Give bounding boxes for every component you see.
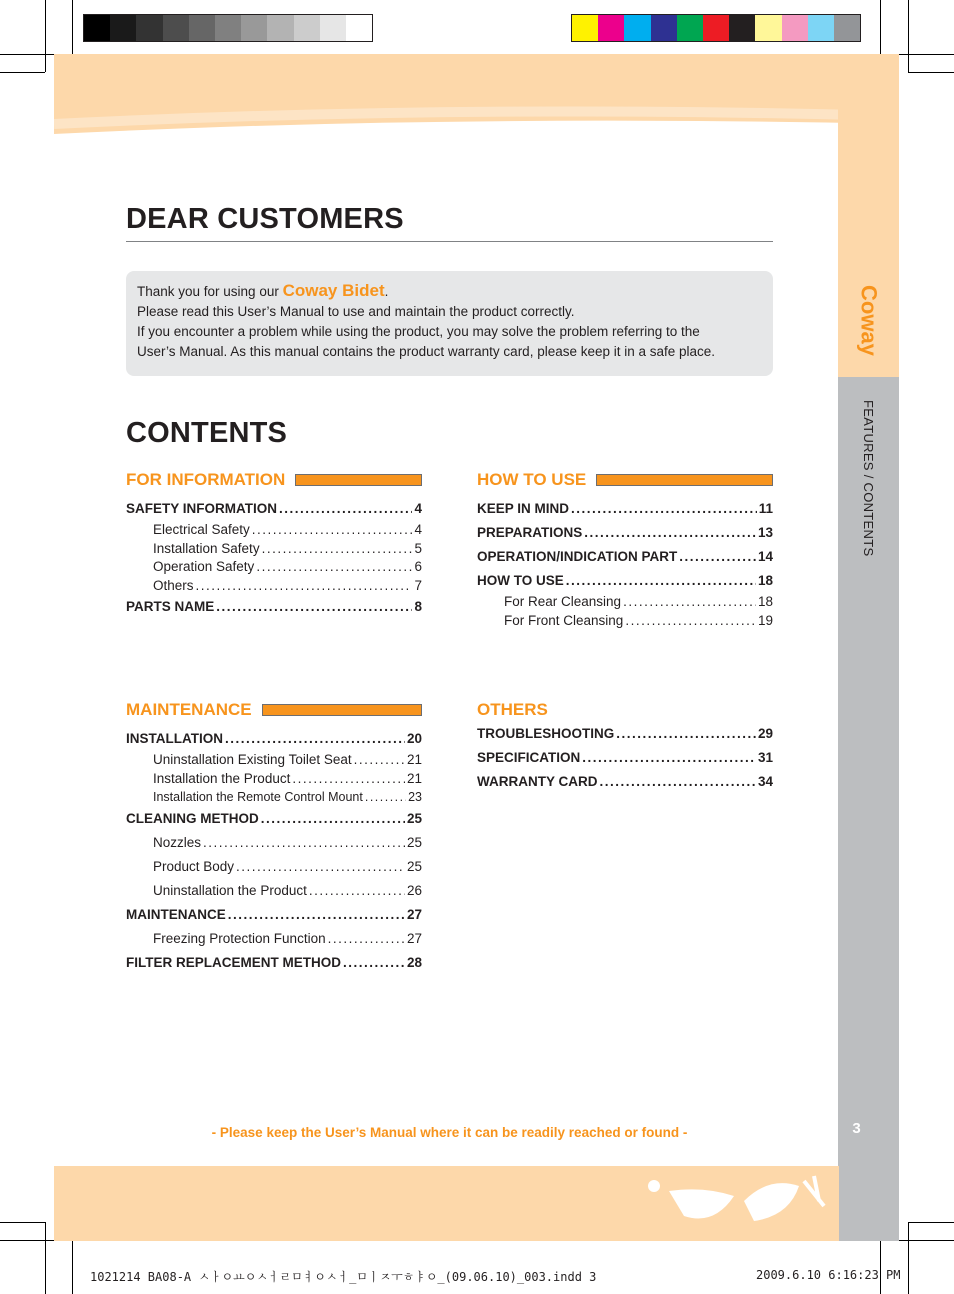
swoosh-decoration <box>54 54 899 174</box>
toc-subentry[interactable]: Electrical Safety ..... 4 <box>126 521 422 540</box>
grayscale-color-bar <box>83 14 373 42</box>
toc-subentry[interactable]: For Rear Cleansing ..... 18 <box>477 593 773 612</box>
color-swatch <box>598 15 624 41</box>
color-swatch <box>84 15 110 41</box>
color-swatch <box>651 15 677 41</box>
crop-mark <box>0 72 45 73</box>
heading-bar <box>596 474 773 486</box>
color-swatch <box>703 15 729 41</box>
section-heading: OTHERS <box>477 700 548 719</box>
crop-mark <box>908 0 909 72</box>
color-swatch <box>241 15 267 41</box>
toc-subentry[interactable]: Uninstallation the Product ..... 26 <box>126 879 422 903</box>
crop-mark <box>908 72 954 73</box>
crop-mark <box>72 1241 73 1294</box>
toc-entry[interactable]: OPERATION/INDICATION PART ..... 14 <box>477 545 773 569</box>
toc-subentry[interactable]: Freezing Protection Function ..... 27 <box>126 927 422 951</box>
crop-mark <box>45 1222 46 1294</box>
toc-entry[interactable]: HOW TO USE ..... 18 <box>477 569 773 593</box>
color-swatch <box>755 15 781 41</box>
heading-bar <box>295 474 422 486</box>
color-swatch <box>808 15 834 41</box>
contents-title: CONTENTS <box>126 417 288 449</box>
toc-entry[interactable]: FILTER REPLACEMENT METHOD ..... 28 <box>126 951 422 975</box>
brand-logo-text: Coway <box>856 284 882 356</box>
leaf-decoration <box>54 1166 839 1241</box>
section-heading: MAINTENANCE <box>126 699 422 721</box>
toc-entry[interactable]: KEEP IN MIND ..... 11 <box>477 497 773 521</box>
color-swatch <box>624 15 650 41</box>
process-color-bar <box>571 14 861 42</box>
greeting-panel <box>126 271 773 376</box>
keep-manual-note: - Please keep the User’s Manual where it can be readily reached or found - <box>211 1125 688 1140</box>
toc-entry[interactable]: CLEANING METHOD ..... 25 <box>126 807 422 831</box>
color-swatch <box>215 15 241 41</box>
crop-mark <box>45 0 46 72</box>
color-swatch <box>189 15 215 41</box>
print-slug-file: 1021214 BA08-A ㅅㅏㅇㅛㅇㅅㅓㄹㅁㅕㅇㅅㅓ_ㅁㅣㅈㅜㅎㅑㅇ_(09.06.10)_003.indd 3 <box>90 1270 597 1284</box>
section-how-to-use <box>477 469 773 630</box>
toc-entry[interactable]: MAINTENANCE ..... 27 <box>126 903 422 927</box>
heading-bar <box>262 704 422 716</box>
crop-mark <box>880 0 881 54</box>
color-swatch <box>729 15 755 41</box>
toc-entry[interactable]: TROUBLESHOOTING ..... 29 <box>477 722 773 746</box>
toc-subentry[interactable]: Uninstallation Existing Toilet Seat ..... 21 <box>126 751 422 770</box>
crop-mark <box>908 1222 909 1294</box>
color-swatch <box>163 15 189 41</box>
section-heading: FOR INFORMATION <box>126 469 422 491</box>
toc-entry[interactable]: WARRANTY CARD ..... 34 <box>477 770 773 794</box>
color-swatch <box>294 15 320 41</box>
section-for-information <box>126 469 422 619</box>
color-swatch <box>782 15 808 41</box>
crop-mark <box>72 0 73 54</box>
print-slug-date: 2009.6.10 6:16:23 PM <box>756 1268 901 1282</box>
side-brand <box>838 280 899 360</box>
title-rule <box>126 241 773 242</box>
toc-entry[interactable]: SPECIFICATION ..... 31 <box>477 746 773 770</box>
section-heading: HOW TO USE <box>477 469 773 491</box>
color-swatch <box>834 15 860 41</box>
section-others <box>477 699 773 794</box>
toc-subentry[interactable]: Installation the Product ..... 21 <box>126 770 422 789</box>
color-swatch <box>136 15 162 41</box>
greeting-line-4: User’s Manual. As this manual contains the product warranty card, please keep it in a safe place. <box>137 344 716 359</box>
top-decorative-band <box>54 54 899 174</box>
color-swatch <box>572 15 598 41</box>
toc-subentry[interactable]: Nozzles ..... 25 <box>126 831 422 855</box>
side-section-label: FEATURES / CONTENTS <box>861 400 876 557</box>
toc-subentry[interactable]: For Front Cleansing ..... 19 <box>477 612 773 631</box>
bottom-decorative-band <box>54 1166 839 1241</box>
toc-subentry[interactable]: Product Body ..... 25 <box>126 855 422 879</box>
brand-name: Coway Bidet <box>282 281 385 300</box>
crop-mark <box>908 1222 954 1223</box>
greeting-line-1: Thank you for using our Coway Bidet. <box>137 281 389 300</box>
toc-subentry[interactable]: Installation Safety ..... 5 <box>126 540 422 559</box>
toc-entry[interactable]: SAFETY INFORMATION ..... 4 <box>126 497 422 521</box>
toc-subentry[interactable]: Operation Safety ..... 6 <box>126 558 422 577</box>
toc-entry[interactable]: PARTS NAME ..... 8 <box>126 595 422 619</box>
crop-mark <box>0 1222 45 1223</box>
dear-customers-title: DEAR CUSTOMERS <box>126 203 404 235</box>
section-maintenance <box>126 699 422 975</box>
page-number: 3 <box>852 1120 861 1137</box>
greeting-line-2: Please read this User’s Manual to use and maintain the product correctly. <box>137 304 575 319</box>
toc-entry[interactable]: PREPARATIONS ..... 13 <box>477 521 773 545</box>
color-swatch <box>346 15 372 41</box>
color-swatch <box>677 15 703 41</box>
greeting-line-3: If you encounter a problem while using the product, you may solve the problem referring to the <box>137 324 700 339</box>
color-swatch <box>110 15 136 41</box>
toc-subentry[interactable]: Others ..... 7 <box>126 577 422 596</box>
color-swatch <box>267 15 293 41</box>
color-swatch <box>320 15 346 41</box>
toc-entry[interactable]: INSTALLATION ..... 20 <box>126 727 422 751</box>
toc-subentry[interactable]: Installation the Remote Control Mount ..... 23 <box>126 788 422 807</box>
